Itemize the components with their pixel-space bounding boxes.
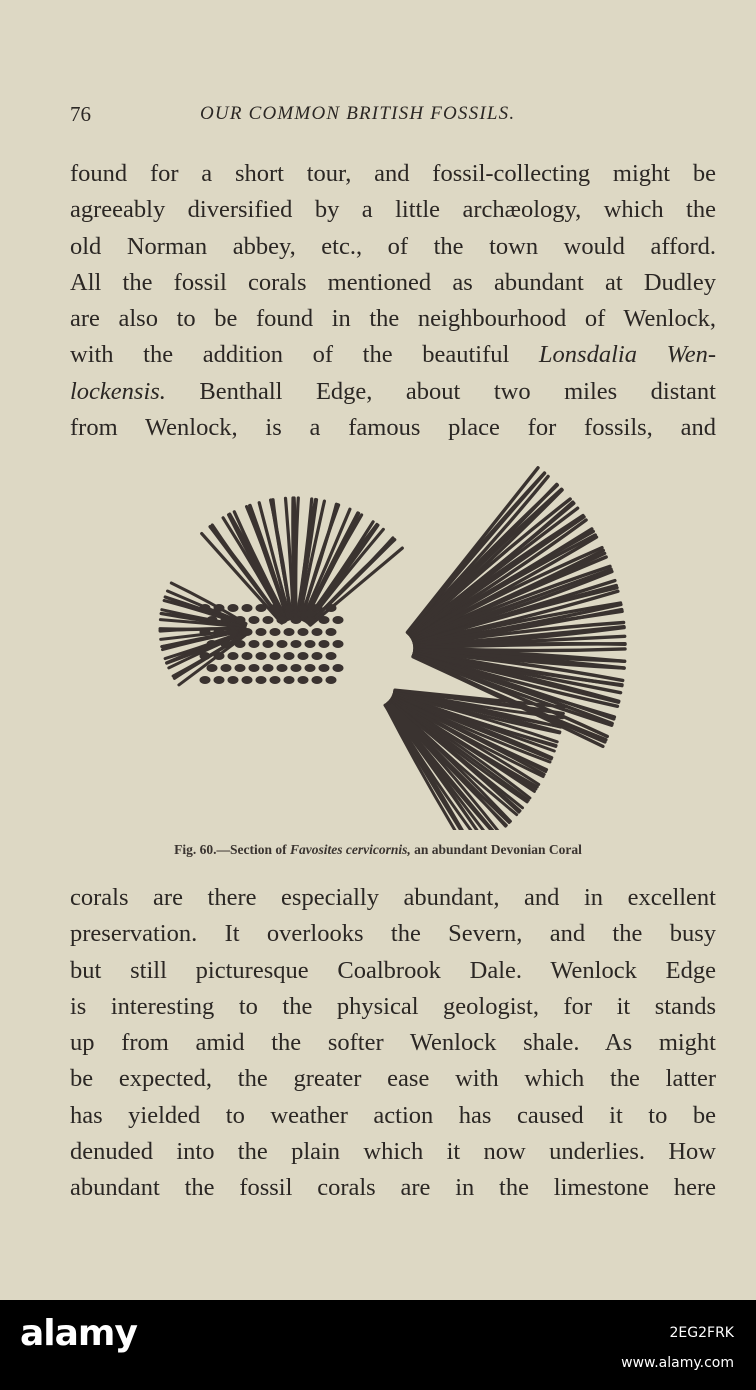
coral-cell — [235, 617, 245, 624]
paragraph-bottom — [70, 880, 716, 1207]
coral-cell — [298, 629, 308, 636]
coral-stroke — [296, 498, 299, 618]
text-line: has yielded to weather action has caused it to be — [70, 1101, 716, 1129]
coral-cell — [312, 653, 322, 660]
coral-cell — [235, 665, 245, 672]
coral-cell — [270, 677, 280, 684]
coral-cell — [326, 605, 336, 612]
coral-cell — [249, 665, 259, 672]
caption-species: Favosites cervicornis, — [290, 842, 411, 857]
coral-cell — [284, 629, 294, 636]
species-name: Lonsdalia Wen- — [538, 341, 716, 369]
coral-cell — [312, 677, 322, 684]
coral-cell — [291, 641, 301, 648]
watermark-image-id: 2EG2FRK — [669, 1325, 734, 1341]
coral-cell — [263, 665, 273, 672]
coral-cell — [207, 665, 217, 672]
coral-cell — [256, 653, 266, 660]
coral-cell — [319, 617, 329, 624]
page-header — [70, 102, 718, 132]
coral-cell — [312, 605, 322, 612]
coral-cell — [284, 677, 294, 684]
coral-cell — [207, 641, 217, 648]
text-line: with the addition of the beautiful Lonsdalia Wen- — [70, 341, 716, 369]
coral-cell — [333, 641, 343, 648]
coral-cell — [228, 653, 238, 660]
coral-cell — [200, 629, 210, 636]
coral-cell — [228, 677, 238, 684]
coral-cell — [200, 677, 210, 684]
coral-cell — [333, 665, 343, 672]
coral-cell — [214, 605, 224, 612]
species-name: lockensis. — [70, 377, 166, 405]
coral-cell — [270, 629, 280, 636]
coral-cell — [277, 665, 287, 672]
text-line: but still picturesque Coalbrook Dale. Wenlock Edge — [70, 956, 716, 984]
coral-cell — [284, 653, 294, 660]
coral-cell — [284, 605, 294, 612]
coral-cell — [298, 653, 308, 660]
coral-cell — [263, 641, 273, 648]
text-line: found for a short tour, and fossil-collecting might be — [70, 160, 716, 187]
coral-cell — [319, 641, 329, 648]
coral-cell — [298, 677, 308, 684]
coral-cell — [326, 653, 336, 660]
text-line: old Norman abbey, etc., of the town would afford. — [70, 232, 716, 260]
coral-cell — [221, 665, 231, 672]
coral-cell — [291, 665, 301, 672]
coral-cell — [326, 629, 336, 636]
figure-caption: Fig. 60.—Section of Favosites cervicornis, an abundant Devonian Coral — [174, 842, 582, 857]
coral-cell — [207, 617, 217, 624]
text-line: abundant the fossil corals are in the limestone here — [70, 1174, 716, 1202]
text-line: lockensis. Benthall Edge, about two miles distant — [70, 377, 716, 405]
text-line: is interesting to the physical geologist, for it stands — [70, 992, 716, 1020]
coral-cell — [270, 653, 280, 660]
text-line: are also to be found in the neighbourhood of Wenlock, — [70, 305, 716, 333]
coral-cell — [326, 677, 336, 684]
coral-cell — [221, 641, 231, 648]
coral-cell — [221, 617, 231, 624]
coral-cell — [242, 653, 252, 660]
coral-cell — [277, 641, 287, 648]
text-line: preservation. It overlooks the Severn, and the busy — [70, 920, 716, 948]
text-line: All the fossil corals mentioned as abundant at Dudley — [70, 268, 716, 296]
coral-cell — [249, 641, 259, 648]
coral-cell — [305, 665, 315, 672]
coral-cell — [242, 629, 252, 636]
coral-cell — [214, 653, 224, 660]
coral-cell — [291, 617, 301, 624]
text-line: up from amid the softer Wenlock shale. As might — [70, 1029, 716, 1057]
coral-cell — [312, 629, 322, 636]
page-number: 76 — [70, 102, 91, 126]
coral-cell — [256, 629, 266, 636]
coral-cell — [200, 605, 210, 612]
text-line: corals are there especially abundant, and in excellent — [70, 884, 716, 911]
coral-cell — [242, 677, 252, 684]
text-line: be expected, the greater ease with which the latter — [70, 1065, 716, 1093]
coral-cell — [270, 605, 280, 612]
text-line: agreeably diversified by a little archæology, which the — [70, 196, 716, 224]
coral-cell — [305, 617, 315, 624]
coral-cell — [263, 617, 273, 624]
paragraph-top — [70, 156, 716, 446]
coral-cell — [333, 617, 343, 624]
coral-cell — [277, 617, 287, 624]
coral-cell — [214, 629, 224, 636]
coral-cell — [200, 653, 210, 660]
coral-cell — [319, 665, 329, 672]
coral-cell — [256, 677, 266, 684]
coral-cell — [242, 605, 252, 612]
running-title: OUR COMMON BRITISH FOSSILS. — [200, 103, 516, 124]
coral-cell — [249, 617, 259, 624]
coral-cell — [228, 605, 238, 612]
coral-cell — [235, 641, 245, 648]
coral-cell — [228, 629, 238, 636]
coral-cell — [305, 641, 315, 648]
coral-cell — [298, 605, 308, 612]
text-line: from Wenlock, is a famous place for fossils, and — [70, 414, 716, 442]
watermark-url: www.alamy.com — [621, 1355, 734, 1371]
text-line: denuded into the plain which it now underlies. How — [70, 1138, 716, 1166]
watermark-logo: alamy — [20, 1313, 137, 1354]
coral-cell — [256, 605, 266, 612]
coral-illustration — [145, 458, 635, 830]
coral-cell — [214, 677, 224, 684]
